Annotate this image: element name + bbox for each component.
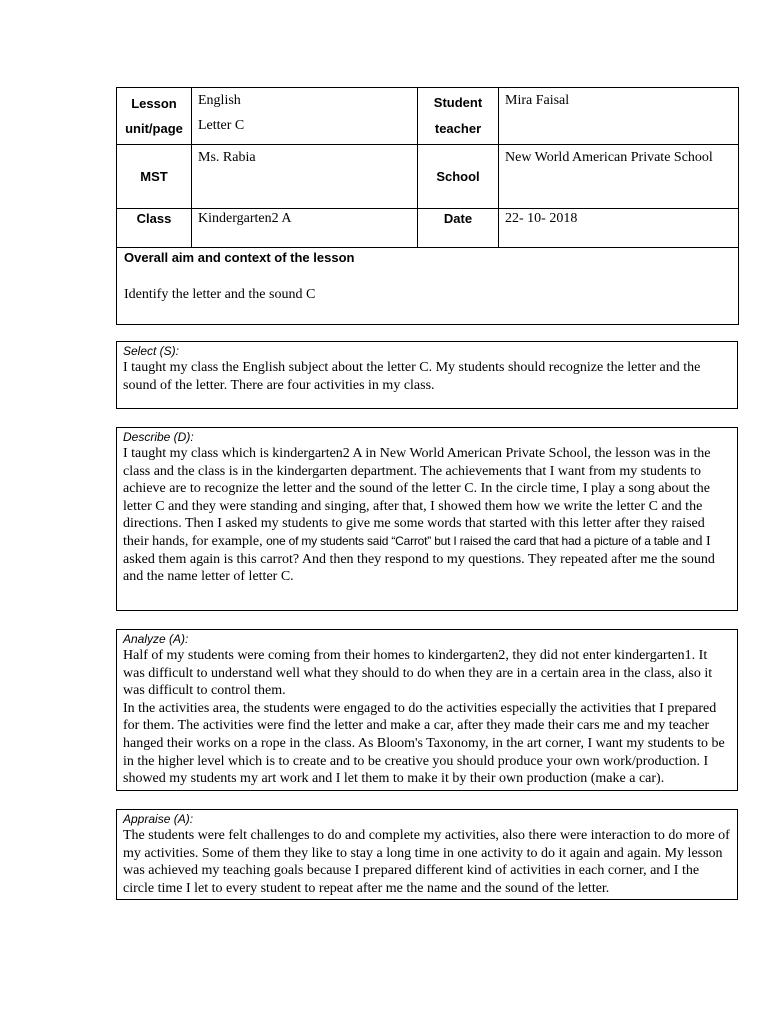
describe-text-part-3: and I asked them again is this carrot? And then they respond to my questions. They repeated after me the sound and the name letter of letter C. xyxy=(123,533,715,585)
describe-text-part-2: one of my students said “Carrot” but I raised the card that had a picture of a table xyxy=(266,533,679,548)
lesson-info-table xyxy=(116,87,739,325)
student-teacher-value: Mira Faisal xyxy=(499,88,739,145)
aim-row xyxy=(117,248,739,325)
describe-text xyxy=(123,445,731,586)
lesson-unit-value: English Letter C xyxy=(192,88,418,145)
date-label: Date xyxy=(418,209,499,248)
appraise-text: The students were felt challenges to do and complete my activities, also there were interaction to do more of my activities. Some of them they like to stay a long time in one activity to do it again and again. My lesson was achieved my teaching goals because I prepared different kind of activities in each corner, and I the circle time I let to every student to repeat after me the name and the sound of the letter. xyxy=(123,828,730,896)
school-label: School xyxy=(418,145,499,209)
date-value: 22- 10- 2018 xyxy=(499,209,739,248)
mst-value: Ms. Rabia xyxy=(192,145,418,209)
appraise-section xyxy=(116,809,738,900)
select-section xyxy=(116,341,738,409)
analyze-label: Analyze (A): xyxy=(123,632,189,646)
select-text: I taught my class the English subject about the letter C. My students should recognize the letter and the sound of the letter. There are four activities in my class. xyxy=(123,360,701,393)
select-label: Select (S): xyxy=(123,344,180,358)
overall-aim-text: Identify the letter and the sound C xyxy=(124,287,316,302)
mst-label: MST xyxy=(117,145,192,209)
overall-aim-cell xyxy=(117,248,739,325)
analyze-text: Half of my students were coming from their homes to kindergarten2, they did not enter kindergarten1. It was difficult to understand well what they should to do when they are in a certain area in the class, also it was difficult to control them. In the activities area, the students were engaged to do the activities especially the activities that I prepared for them. The activities were find the letter and make a car, after they made their cars me and my teacher hanged their works on a rope in the class. As Bloom's Taxonomy, in the art corner, I want my students to be in the higher level which is to create and to be creative you should produce your own work/production. I showed my students my art work and I let them to make it by their own production (make a car). xyxy=(123,648,725,787)
appraise-label: Appraise (A): xyxy=(123,812,194,826)
describe-text-part-1: I taught my class which is kindergarten2 A in New World American Private School, the lesson was in the class and the class is in the kindergarten department. The achievements that I want from my students to achieve are to recognize the letter and the sound of the letter C. In the circle time, I play a song about the letter C and they were standing and singing, after that, I showed them how we write the letter C and the directions. Then I asked my students to give me some words that started with this letter after they raised their hands, for example, xyxy=(123,446,711,549)
mst-row xyxy=(117,145,739,209)
student-teacher-label: Student teacher xyxy=(418,88,499,145)
class-row xyxy=(117,209,739,248)
class-value: Kindergarten2 A xyxy=(192,209,418,248)
class-label: Class xyxy=(117,209,192,248)
school-value: New World American Private School xyxy=(499,145,739,209)
describe-label: Describe (D): xyxy=(123,430,194,444)
overall-aim-heading: Overall aim and context of the lesson xyxy=(124,250,355,265)
describe-section xyxy=(116,427,738,611)
lesson-unit-label: Lesson unit/page xyxy=(117,88,192,145)
analyze-section xyxy=(116,629,738,791)
lesson-row xyxy=(117,88,739,145)
